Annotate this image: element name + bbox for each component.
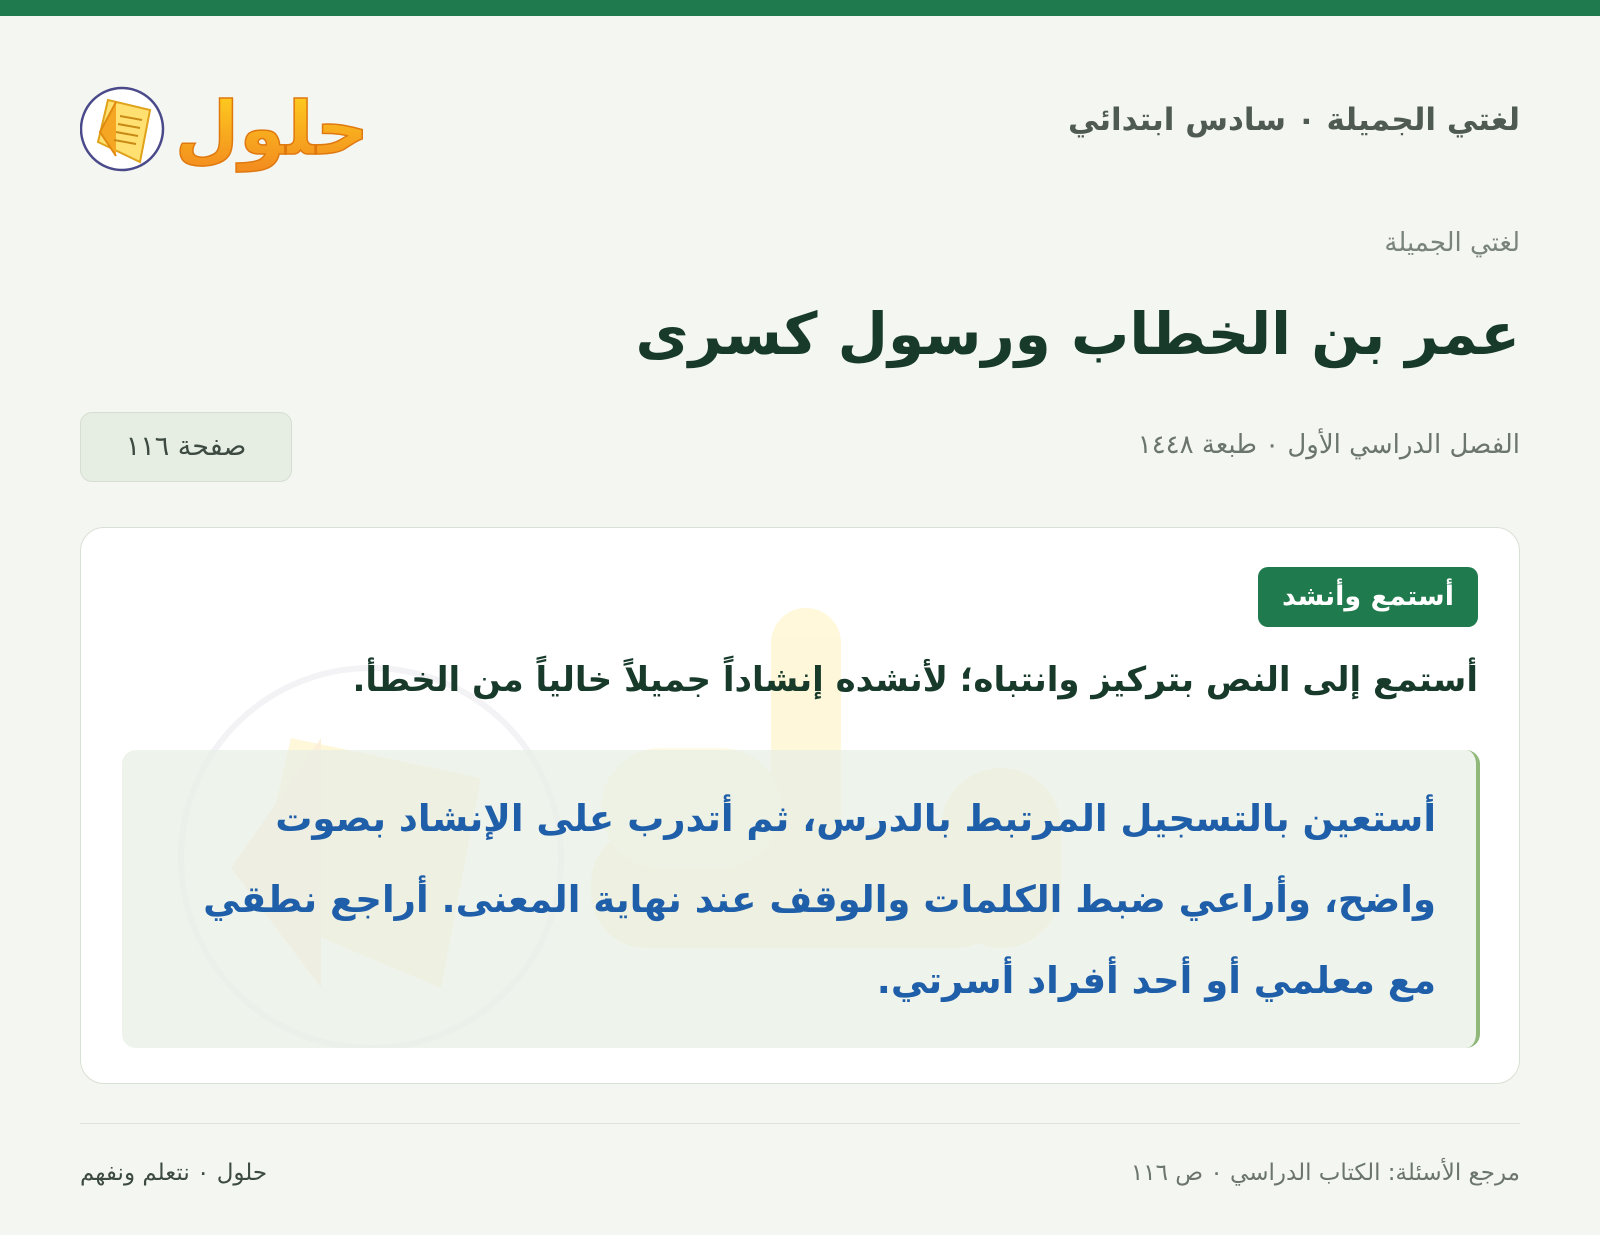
logo-text: حلول	[174, 86, 370, 172]
page-number-badge: صفحة ١١٦	[80, 412, 292, 482]
top-accent-bar	[0, 0, 1600, 16]
recitation-note-text: أستعين بالتسجيل المرتبط بالدرس، ثم أتدرب على الإنشاد بصوت واضح، وأراعي ضبط الكلمات والوقف عند نهاية المعنى. أراجع نطقي مع معلمي أو أحد أفراد أسرتي.	[203, 797, 1436, 1002]
lesson-card	[80, 527, 1520, 1084]
subject-line: لغتي الجميلة ٠ سادس ابتدائي	[1067, 102, 1520, 138]
hulul-logo[interactable]	[80, 70, 370, 180]
section-instruction: أستمع إلى النص بتركيز وانتباه؛ لأنشده إنشاداً جميلاً خالياً من الخطأ.	[352, 660, 1478, 700]
footer-brand: حلول ٠ نتعلم ونفهم	[80, 1160, 268, 1186]
recitation-note-box	[122, 750, 1480, 1048]
page-header	[80, 70, 1520, 180]
footer-reference: مرجع الأسئلة: الكتاب الدراسي ٠ ص ١١٦	[1130, 1160, 1520, 1186]
footer-divider	[80, 1123, 1520, 1124]
book-name: لغتي الجميلة	[1384, 228, 1520, 258]
lesson-title: عمر بن الخطاب ورسول كسرى	[635, 300, 1520, 368]
section-badge-listen-recite: أستمع وأنشد	[1258, 567, 1478, 627]
lesson-meta: الفصل الدراسي الأول ٠ طبعة ١٤٤٨	[1137, 430, 1520, 460]
